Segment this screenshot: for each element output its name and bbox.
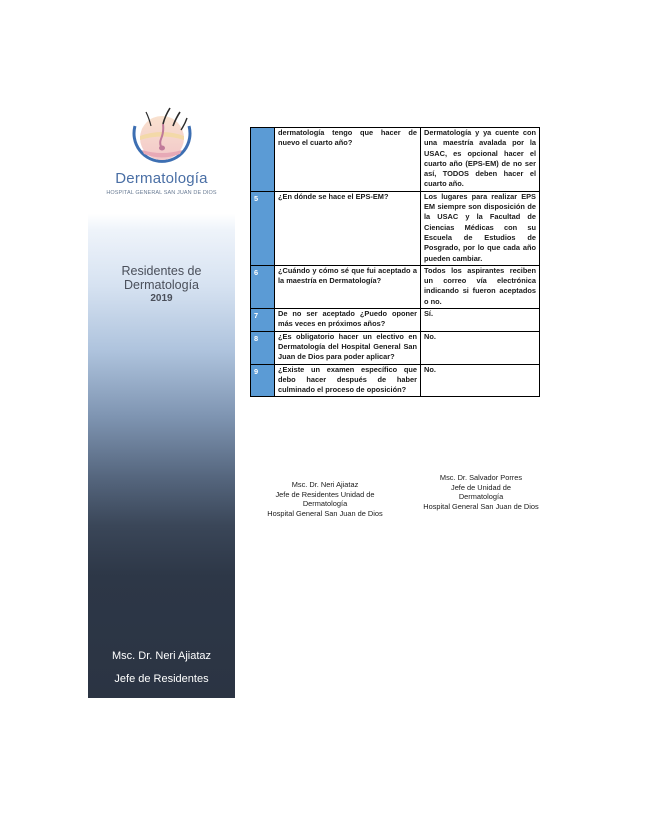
faq-table (250, 127, 540, 397)
logo-title: Dermatología (115, 170, 208, 187)
question-cell: ¿Cuándo y cómo sé que fui aceptado a la maestría en Dermatología? (275, 265, 421, 308)
row-number: 6 (251, 265, 275, 308)
dermatology-logo-icon (123, 106, 201, 168)
table-row (251, 191, 540, 265)
row-number: 8 (251, 331, 275, 364)
sidebar-title-line2: Dermatología (123, 278, 200, 292)
answer-cell: Todos los aspirantes reciben un correo vía electrónica indicando si fueron aceptados o no. (421, 265, 540, 308)
sidebar-title (88, 264, 235, 292)
signature-right (410, 473, 552, 511)
logo (88, 106, 235, 201)
question-cell: dermatología tengo que hacer de nuevo el cuarto año? (275, 128, 421, 192)
answer-cell: Los lugares para realizar EPS EM siempre son disposición de la USAC y la Facultad de Ciencias Médicas con su Escuela de Estudios de Posgrado, por lo que cada año pueden cambiar. (421, 191, 540, 265)
answer-cell: Sí. (421, 309, 540, 332)
table-row (251, 364, 540, 397)
sidebar-title-line1: Residentes de (121, 264, 202, 278)
question-cell: De no ser aceptado ¿Puedo oponer más veces en próximos años? (275, 309, 421, 332)
row-number (251, 128, 275, 192)
table-row (251, 309, 540, 332)
row-number: 7 (251, 309, 275, 332)
question-cell: ¿En dónde se hace el EPS-EM? (275, 191, 421, 265)
signature-name: Msc. Dr. Neri Ajiataz (291, 480, 359, 489)
signature-title: Jefe de Residentes Unidad de (275, 489, 375, 499)
sidebar-role: Jefe de Residentes (114, 673, 209, 685)
signature-hospital: Hospital General San Juan de Dios (423, 501, 539, 511)
answer-cell: No. (421, 364, 540, 397)
signature-unit: Dermatología (458, 492, 504, 501)
sidebar-author: Msc. Dr. Neri Ajiataz (111, 650, 212, 662)
signature-hospital: Hospital General San Juan de Dios (267, 508, 383, 518)
table-row (251, 265, 540, 308)
question-cell: ¿Es obligatorio hacer un electivo en Dermatología del Hospital General San Juan de Dios para poder aplicar? (275, 331, 421, 364)
logo-subtitle: HOSPITAL GENERAL SAN JUAN DE DIOS (106, 190, 217, 196)
answer-cell: No. (421, 331, 540, 364)
signature-unit: Dermatología (302, 499, 348, 508)
table-row (251, 331, 540, 364)
sidebar (88, 96, 235, 698)
row-number: 9 (251, 364, 275, 397)
signature-name: Msc. Dr. Salvador Porres (439, 473, 523, 482)
signature-left (262, 480, 388, 518)
question-cell: ¿Existe un examen específico que debo hacer después de haber culminado el proceso de oposición? (275, 364, 421, 397)
table-row (251, 128, 540, 192)
signature-title: Jefe de Unidad de (451, 482, 511, 492)
row-number: 5 (251, 191, 275, 265)
answer-cell: Dermatología y ya cuente con una maestría avalada por la USAC, es opcional hacer el cuarto año (EPS-EM) de no ser así, TODOS deben hacer el cuarto año. (421, 128, 540, 192)
sidebar-year: 2019 (150, 293, 173, 304)
